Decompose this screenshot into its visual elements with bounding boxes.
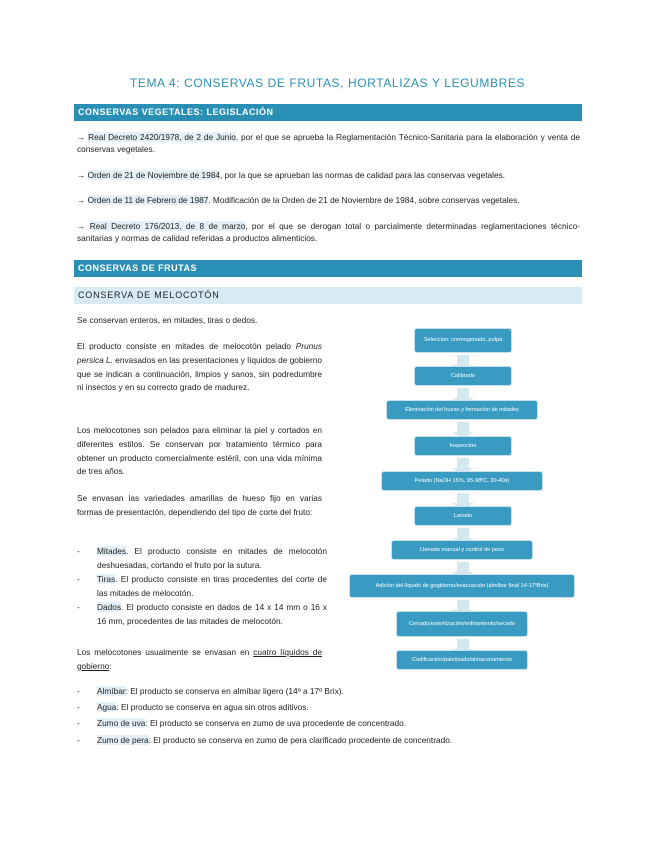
down-arrow-icon <box>457 528 469 538</box>
down-arrow-icon <box>457 493 469 503</box>
section-header-legislacion: CONSERVAS VEGETALES: LEGISLACIÓN <box>74 104 582 121</box>
down-arrow-icon <box>457 355 469 365</box>
cut-term: Tiras <box>97 574 116 585</box>
subsection-header-melocoton: CONSERVA DE MELOCOTÓN <box>74 287 582 304</box>
arrow-icon: → <box>77 195 86 205</box>
varieties-paragraph: Se envasan las variedades amarillas de hueso fijo en varias formas de presentación, dependiendo del tipo de corte del fruto: <box>77 493 322 517</box>
list-item: - Zumo de pera: El producto se conserva en zumo de pera clarificado procedente de concentrado. <box>77 732 577 748</box>
cut-term: Dados <box>97 602 121 613</box>
list-item: - Agua: El producto se conserva en agua sin otros aditivos. <box>77 699 577 715</box>
legislation-item: → Orden de 21 de Noviembre de 1984, por la que se aprueban las normas de calidad para las conservas vegetales. <box>77 170 506 180</box>
liquid-term: Agua <box>97 702 117 713</box>
down-arrow-icon <box>457 388 469 398</box>
legislation-ref: Orden de 21 de Noviembre de 1984 <box>87 170 220 180</box>
flow-step: Eliminación del hueso y formación de mitades <box>387 401 537 419</box>
flow-step: Llenado manual y control de peso <box>392 541 532 559</box>
list-item: - Tiras. El producto consiste en tiras procedentes del corte de las mitades de melocotón. <box>77 573 327 600</box>
intro-paragraph: Se conservan enteros, en mitades, tiras o dedos. <box>77 315 258 325</box>
liquids-intro: Los melocotones usualmente se envasan en cuatro líquidos de gobierno: <box>77 647 322 671</box>
arrow-icon: → <box>77 132 86 142</box>
flow-step: Inspección <box>415 437 511 455</box>
legislation-ref: Orden de 11 de Febrero de 1987 <box>87 195 209 205</box>
list-item: - Mitades. El producto consiste en mitades de melocotón deshuesadas, cortando el fruto por la sutura. <box>77 545 327 572</box>
flow-step: Pelado (NaOH 15%, 95-98ºC, 30-40s) <box>382 472 542 490</box>
legislation-item: → Real Decreto 2420/1978, de 2 de Junio, por el que se aprueba la Reglamentación Técnico-Sanitaria para la elaboración y venta de conservas vegetales. <box>77 132 580 155</box>
arrow-icon: → <box>77 170 86 180</box>
down-arrow-icon <box>457 458 469 468</box>
flow-step: Lavado <box>415 507 511 525</box>
cut-types-list <box>77 545 327 630</box>
list-item: - Zumo de uva: El producto se conserva en zumo de uva procedente de concentrado. <box>77 715 577 731</box>
liquids-link: cuatro líquidos de gobierno <box>77 647 322 671</box>
cut-term: Mitades <box>97 546 127 556</box>
legislation-item: → Real Decreto 176/2013, de 8 de marzo, por el que se derogan total o parcialmente determinadas reglamentaciones técnico- sanitarias y normas de calidad referidas a productos alimenticios. <box>77 221 581 244</box>
species-name: Prunus persica L. <box>77 341 322 365</box>
flow-step: Adición del líquido de gogbierno/evacuación (almíbar final 14-17ºBrix) <box>350 575 574 597</box>
arrow-icon: → <box>77 221 86 231</box>
liquid-term: Zumo de uva <box>97 718 146 729</box>
liquid-term: Zumo de pera <box>97 734 149 745</box>
legislation-ref: Real Decreto 176/2013, de 8 de marzo <box>89 221 246 231</box>
list-item: - Dados. El producto consiste en dados de 14 x 14 mm o 16 x 16 mm, procedentes de las mitades de melocotón. <box>77 601 327 628</box>
product-description: El producto consiste en mitades de melocotón pelado Prunus persica L. envasados en las presentaciones y líquidos de gobierno que se indican a continuación, limpios y sanos, sin podredumbre ni insectos y en su correcto grado de madurez. <box>77 341 322 393</box>
liquids-list <box>77 683 577 748</box>
section-header-frutas: CONSERVAS DE FRUTAS <box>74 260 582 277</box>
down-arrow-icon <box>457 562 469 572</box>
flow-step: Seleccion: cremogenado, pulpa <box>415 329 511 352</box>
list-item: - Almíbar: El producto se conserva en almíbar ligero (14º a 17º Brix). <box>77 683 577 699</box>
liquid-term: Almíbar <box>97 686 126 696</box>
down-arrow-icon <box>457 600 469 610</box>
legislation-item: → Orden de 11 de Febrero de 1987. Modificación de la Orden de 21 de Noviembre de 1984, sobre conservas vegetales. <box>77 195 520 205</box>
down-arrow-icon <box>457 422 469 432</box>
flow-step: Cerrado/esterilización/enfriamiento/secado <box>397 612 527 636</box>
legislation-ref: Real Decreto 2420/1978, de 2 de Junio <box>88 132 236 142</box>
down-arrow-icon <box>457 639 469 649</box>
flow-step: Codificación/paletizado/almacenamiento <box>397 651 527 669</box>
processing-paragraph: Los melocotones son pelados para eliminar la piel y cortados en diferentes estilos. Se conservan por tratamiento térmico para obtener un producto comercialmente estéril, con una vida mínima de tres años. <box>77 425 322 477</box>
flow-step: Calibrado <box>415 367 511 385</box>
page-title: TEMA 4: CONSERVAS DE FRUTAS, HORTALIZAS Y LEGUMBRES <box>129 76 526 90</box>
